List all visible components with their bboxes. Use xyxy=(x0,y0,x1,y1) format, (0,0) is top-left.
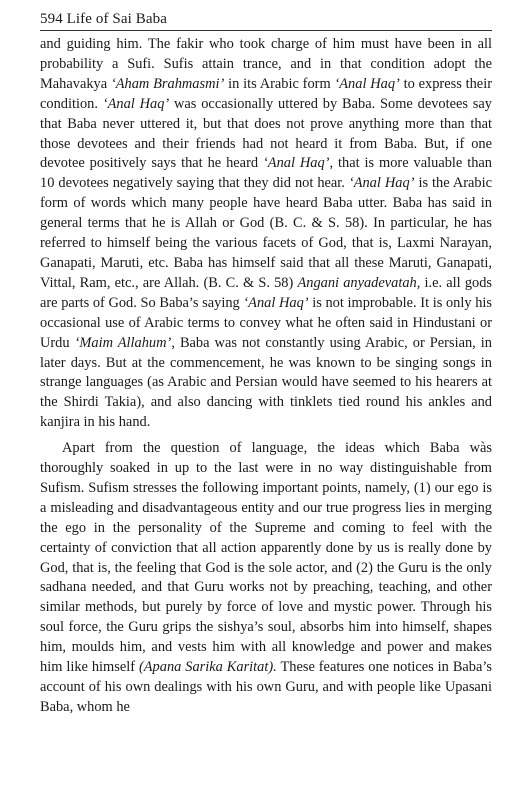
italic-term: (Apana Sarika Karitat). xyxy=(138,659,277,676)
italic-term: ‘Anal Haq’ xyxy=(334,75,400,92)
book-page xyxy=(40,10,492,718)
italic-term: Angani anyadevatah, xyxy=(297,274,421,291)
running-head: 594 Life of Sai Baba xyxy=(40,10,492,31)
italic-term: ‘Anal Haq’ xyxy=(102,95,170,112)
italic-term: ‘Anal Haq’ xyxy=(243,294,309,311)
italic-term: ‘Aham Brahmasmi’ xyxy=(110,75,225,92)
italic-term: ‘Anal Haq’ xyxy=(263,155,330,172)
paragraph-1: and guiding him. The fakir who took charge of him must have been in all probability a Sufi. Sufis attain trance, and in that condition adopt the Mahavakya ‘Aham Brahmasmi’ in its Arabic form ‘Anal Haq’ to express their condition. ‘Anal Haq’ was occasionally uttered by Baba. Some devotees say that Baba never uttered it, but that does not prove anything more than that those devotees and their friends had not heard it from Baba. But, if one devotee positively says that he heard ‘Anal Haq’, that is more valuable than 10 devotees negatively saying that they did not hear. ‘Anal Haq’ is the Arabic form of words which many people have heard Baba utter. Baba has said in general terms that he is Allah or God (B. C. & S. 58). In particular, he has referred to himself being the various facets of God, that is, Laxmi Narayan, Ganapati, Maruti, etc. Baba has himself said that all these Maruti, Ganapati, Vittal, Ram, etc., are Allah. (B. C. & S. 58) Angani anyadevatah, i.e. all gods are parts of God. So Baba’s saying ‘Anal Haq’ is not improbable. It is only his occasional use of Arabic terms to convey what he often said in Hindustani or Urdu ‘Maim Allahum’, Baba was not constantly using Arabic, or Persian, in later days. But at the commencement, he was known to be singing songs in strange languages (as Arabic and Persian would have seemed to his hearers at the Shirdi Takia), and also dancing with tinklets tied round his ankles and kanjira in his hand. xyxy=(40,36,493,431)
paragraph-2: Apart from the question of language, the ideas which Baba wàs thoroughly soaked in up to the last were in no way distinguishable from Sufism. Sufism stresses the following important points, namely, (1) our ego is a misleading and disadvantageous entity and our true progress lies in merging the ego in the personality of the Supreme and coming to feel with the certainty of conviction that all action apparently done by us is really done by God, that is, the feeling that God is the sole actor, and (2) the Guru is the only sadhana needed, and that Guru works not by preaching, teaching, and other similar methods, but purely by force of love and mystic power. Through his soul force, the Guru grips the sishya’s soul, absorbs him into himself, shapes him, moulds him, and vests him with all knowledge and power and makes him like himself (Apana Sarika Karitat). These features one notices in Baba’s account of his own dealings with his own Guru, and with people like Upasani Baba, whom he xyxy=(40,440,492,715)
italic-term: ‘Anal Haq’ xyxy=(348,175,415,192)
italic-term: ‘Maim Allahum’ xyxy=(74,334,172,351)
